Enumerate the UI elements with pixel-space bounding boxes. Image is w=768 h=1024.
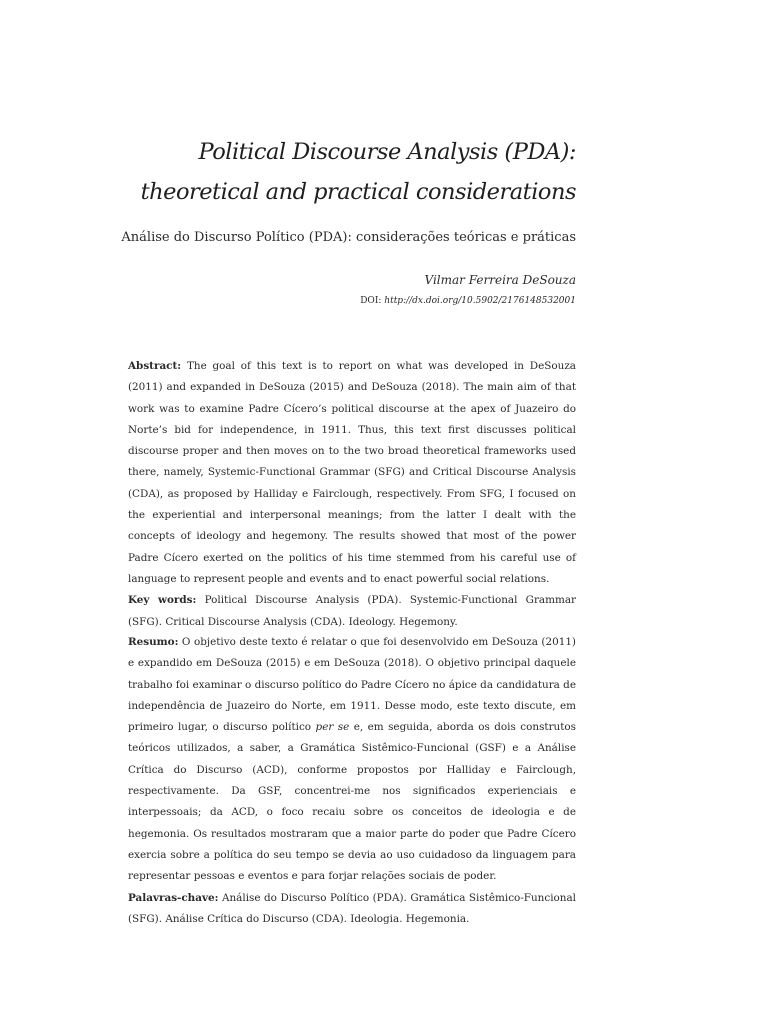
article-subtitle: Análise do Discurso Político (PDA): considerações teóricas e práticas bbox=[121, 230, 576, 245]
doi-line bbox=[360, 296, 576, 306]
abstract-paragraph bbox=[128, 356, 576, 590]
keywords-paragraph bbox=[128, 590, 576, 633]
abstract-section bbox=[128, 356, 576, 633]
keywords-label: Key words: bbox=[128, 594, 197, 607]
doi-label: DOI: bbox=[360, 296, 382, 306]
palavras-chave-label: Palavras-chave: bbox=[128, 891, 219, 904]
title-line-2: theoretical and practical considerations bbox=[140, 179, 576, 205]
resumo-label: Resumo: bbox=[128, 636, 179, 648]
palavras-chave-text: Análise do Discurso Político (PDA). Gramática Sistêmico-Funcional (SFG). Análise Crítica do Discurso (CDA). Ideologia. Hegemonia. bbox=[128, 891, 576, 925]
resumo-section bbox=[128, 632, 576, 930]
resumo-paragraph bbox=[128, 632, 576, 888]
resumo-italic: per se bbox=[315, 721, 350, 734]
author-name: Vilmar Ferreira DeSouza bbox=[424, 273, 576, 287]
resumo-text-after: e, em seguida, aborda os dois construtos teóricos utilizados, a saber, a Gramática Sistêmico-Funcional (GSF) e a Análise Crítica do Discurso (ACD), conforme propostos por Halliday e Fairclough, respectivamente. Da GSF, concentrei-me nos significados experienciais e interpessoais; da ACD, o foco recaiu sobre os conceitos de ideologia e de hegemonia. Os resultados mostraram que a maior parte do poder que Padre Cícero exercia sobre a política do seu tempo se devia ao uso cuidadoso da linguagem para representar pessoas e eventos e para forjar relações sociais de poder. bbox=[128, 721, 576, 883]
article-title bbox=[141, 132, 576, 212]
abstract-text: The goal of this text is to report on what was developed in DeSouza (2011) and expanded in DeSouza (2015) and DeSouza (2018). The main aim of that work was to examine Padre Cícero’s political discourse at the apex of Juazeiro do Norte’s bid for independence, in 1911. Thus, this text first discusses political discourse proper and then moves on to the two broad theoretical frameworks used there, namely, Systemic-Functional Grammar (SFG) and Critical Discourse Analysis (CDA), as proposed by Halliday e Fairclough, respectively. From SFG, I focused on the experiential and interpersonal meanings; from the latter I dealt with the concepts of ideology and hegemony. The results showed that most of the power Padre Cícero exerted on the politics of his time stemmed from his careful use of language to represent people and events and to enact powerful social relations. bbox=[128, 360, 576, 585]
abstract-label: Abstract: bbox=[128, 360, 182, 372]
keywords-text: Political Discourse Analysis (PDA). Systemic-Functional Grammar (SFG). Critical Discourse Analysis (CDA). Ideology. Hegemony. bbox=[128, 594, 576, 628]
resumo-text-before: O objetivo deste texto é relatar o que foi desenvolvido em DeSouza (2011) e expandido em DeSouza (2015) e em DeSouza (2018). O objetivo principal daquele trabalho foi examinar o discurso político do Padre Cícero no ápice da candidatura de independência de Juazeiro do Norte, em 1911. Desse modo, este texto discute, em primeiro lugar, o discurso político bbox=[128, 636, 576, 734]
title-line-1: Political Discourse Analysis (PDA): bbox=[198, 139, 576, 165]
palavras-chave-paragraph bbox=[128, 888, 576, 931]
doi-link[interactable]: http://dx.doi.org/10.5902/2176148532001 bbox=[384, 296, 576, 306]
